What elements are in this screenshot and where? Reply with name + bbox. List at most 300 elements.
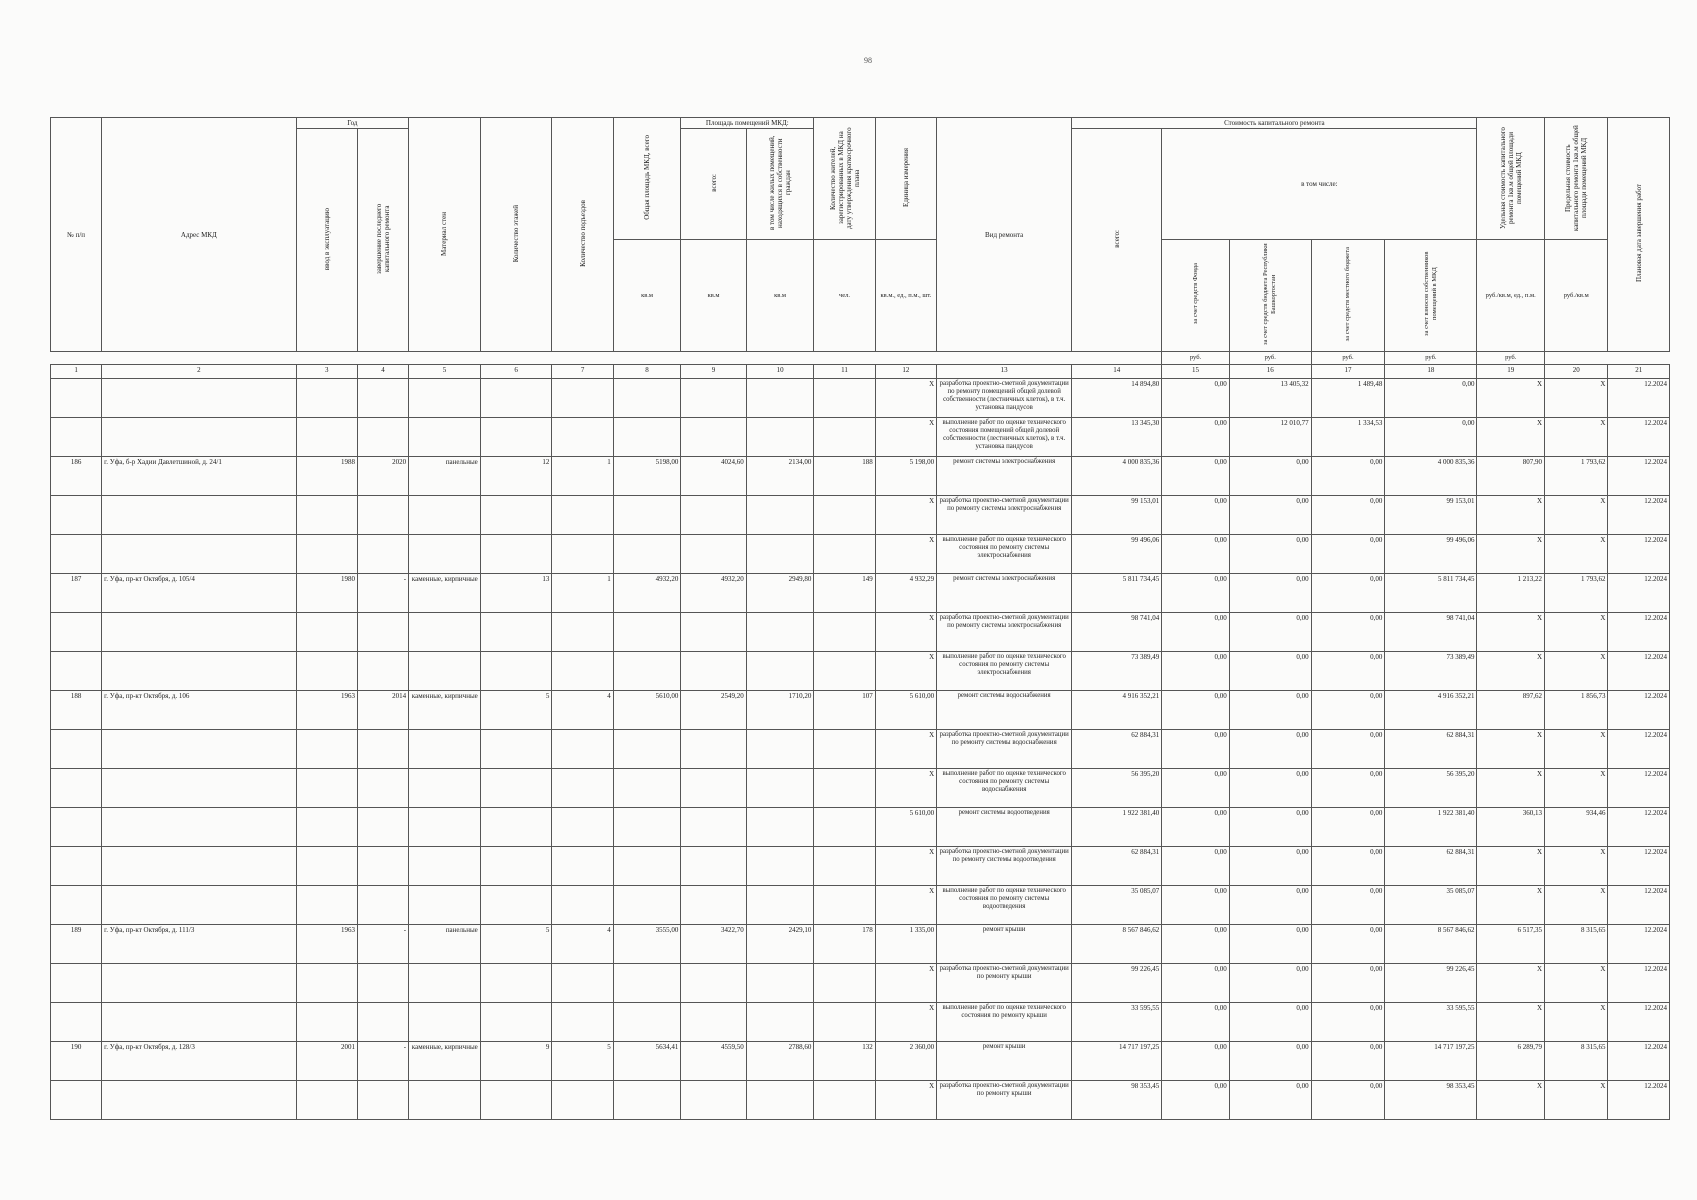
cell-cost-region: 0,00 [1229, 964, 1311, 1003]
cell-floors: 5 [480, 925, 552, 964]
cell-floors: 12 [480, 457, 552, 496]
cell-residents [814, 379, 875, 418]
cell-planned-date: 12.2024 [1608, 574, 1670, 613]
cell-cost-total: 33 595,55 [1072, 1003, 1162, 1042]
cell-year-commission [296, 730, 357, 769]
cell-residents [814, 535, 875, 574]
table-row-house [51, 691, 1670, 730]
cell-cost-total: 62 884,31 [1072, 730, 1162, 769]
cell-work-type: разработка проектно-сметной документации по ремонту системы водоотведения [937, 847, 1072, 886]
cell-planned-date: 12.2024 [1608, 847, 1670, 886]
cell-floors [480, 886, 552, 925]
cell-wall-material [409, 496, 481, 535]
cell-address [102, 535, 296, 574]
cell-specific-cost: X [1477, 847, 1545, 886]
cell-address [102, 808, 296, 847]
cell-unit-value: X [875, 964, 936, 1003]
cell-specific-cost: X [1477, 379, 1545, 418]
column-number: 20 [1545, 365, 1608, 379]
cell-wall-material [409, 808, 481, 847]
unit-specific-cost: руб./кв.м, ед., п.м. [1477, 240, 1545, 352]
cell-unit-value: 5 198,00 [875, 457, 936, 496]
header-year-commission: ввод в эксплуатацию [296, 129, 357, 352]
cell-area-owned [746, 847, 814, 886]
cell-entrances [552, 496, 613, 535]
cell-area-total: 4932,20 [681, 574, 746, 613]
cell-residents: 132 [814, 1042, 875, 1081]
cell-specific-cost: X [1477, 652, 1545, 691]
cell-cost-fund: 0,00 [1162, 1003, 1230, 1042]
cell-cost-owners: 4 000 835,36 [1385, 457, 1477, 496]
header-planned-date: Плановая дата завершения работ [1608, 118, 1670, 352]
cell-total-area [613, 964, 681, 1003]
cell-entrances: 1 [552, 457, 613, 496]
cell-year-last-repair [357, 652, 408, 691]
cell-floors [480, 652, 552, 691]
cell-cost-local: 0,00 [1311, 691, 1385, 730]
cell-cost-owners: 5 811 734,45 [1385, 574, 1477, 613]
cell-address: г. Уфа, пр-кт Октября, д. 128/3 [102, 1042, 296, 1081]
cell-cost-total: 4 916 352,21 [1072, 691, 1162, 730]
cell-unit-value: X [875, 418, 936, 457]
cell-entrances [552, 1081, 613, 1120]
cell-area-owned [746, 496, 814, 535]
cell-row-number [51, 964, 102, 1003]
cell-work-type: ремонт системы электроснабжения [937, 457, 1072, 496]
cell-year-commission [296, 886, 357, 925]
cell-max-cost: X [1545, 496, 1608, 535]
cell-total-area [613, 808, 681, 847]
cell-cost-owners: 35 085,07 [1385, 886, 1477, 925]
cell-planned-date: 12.2024 [1608, 964, 1670, 1003]
cell-year-last-repair [357, 964, 408, 1003]
cell-wall-material [409, 964, 481, 1003]
cell-cost-local: 0,00 [1311, 925, 1385, 964]
cell-year-last-repair [357, 418, 408, 457]
cell-row-number [51, 418, 102, 457]
cell-floors [480, 808, 552, 847]
unit-residents: чел. [814, 240, 875, 352]
cell-cost-local: 0,00 [1311, 652, 1385, 691]
cell-address: г. Уфа, б-р Хадии Давлетшиной, д. 24/1 [102, 457, 296, 496]
cell-cost-local: 0,00 [1311, 574, 1385, 613]
cell-planned-date: 12.2024 [1608, 808, 1670, 847]
cell-cost-fund: 0,00 [1162, 691, 1230, 730]
cell-work-type: разработка проектно-сметной документации по ремонту системы водоснабжения [937, 730, 1072, 769]
cell-specific-cost: 897,62 [1477, 691, 1545, 730]
cell-residents: 188 [814, 457, 875, 496]
cell-residents: 178 [814, 925, 875, 964]
table-row-house [51, 925, 1670, 964]
cell-cost-region: 0,00 [1229, 457, 1311, 496]
cell-entrances [552, 652, 613, 691]
cell-year-last-repair [357, 1003, 408, 1042]
cell-entrances [552, 730, 613, 769]
cell-area-total: 4559,50 [681, 1042, 746, 1081]
cell-specific-cost: X [1477, 769, 1545, 808]
cell-max-cost: X [1545, 1081, 1608, 1120]
cell-cost-total: 99 496,06 [1072, 535, 1162, 574]
cell-specific-cost: X [1477, 964, 1545, 1003]
cell-cost-owners: 0,00 [1385, 379, 1477, 418]
cell-residents [814, 496, 875, 535]
cell-area-owned [746, 535, 814, 574]
cell-year-commission [296, 808, 357, 847]
table-row-work [51, 496, 1670, 535]
column-number: 1 [51, 365, 102, 379]
cell-year-last-repair [357, 769, 408, 808]
cell-cost-owners: 56 395,20 [1385, 769, 1477, 808]
cell-address [102, 886, 296, 925]
cell-cost-owners: 62 884,31 [1385, 847, 1477, 886]
cell-unit-value: X [875, 886, 936, 925]
cell-area-total [681, 847, 746, 886]
cell-max-cost: 8 315,65 [1545, 925, 1608, 964]
cell-area-owned: 2134,00 [746, 457, 814, 496]
cell-row-number [51, 847, 102, 886]
cell-cost-region: 0,00 [1229, 574, 1311, 613]
cell-max-cost: X [1545, 886, 1608, 925]
column-number: 16 [1229, 365, 1311, 379]
cell-cost-region: 0,00 [1229, 925, 1311, 964]
cell-specific-cost: 807,90 [1477, 457, 1545, 496]
cell-residents [814, 1081, 875, 1120]
unit-cost-total: руб. [1162, 352, 1230, 365]
cell-planned-date: 12.2024 [1608, 535, 1670, 574]
cell-specific-cost: X [1477, 418, 1545, 457]
unit-measure: кв.м., ед., п.м., шт. [875, 240, 936, 352]
header-max-cost: Предельная стоимость капитального ремонта 1кв.м общей площади помещений МКД [1545, 118, 1608, 240]
cell-wall-material [409, 1081, 481, 1120]
table-row-work [51, 652, 1670, 691]
cell-cost-total: 13 345,30 [1072, 418, 1162, 457]
header-total-area: Общая площадь МКД, всего [613, 118, 681, 240]
cell-year-commission [296, 418, 357, 457]
cell-year-last-repair [357, 379, 408, 418]
table-row-work [51, 1003, 1670, 1042]
cell-cost-owners: 8 567 846,62 [1385, 925, 1477, 964]
cell-year-last-repair [357, 808, 408, 847]
cell-specific-cost: X [1477, 730, 1545, 769]
cell-address [102, 964, 296, 1003]
header-cost-region: за счет средств бюджета Республики Башкортостан [1229, 240, 1311, 352]
cell-cost-local: 0,00 [1311, 964, 1385, 1003]
cell-area-total [681, 964, 746, 1003]
cell-cost-fund: 0,00 [1162, 808, 1230, 847]
cell-area-total [681, 613, 746, 652]
cell-cost-region: 0,00 [1229, 1081, 1311, 1120]
cell-area-total [681, 379, 746, 418]
cell-total-area: 5634,41 [613, 1042, 681, 1081]
cell-cost-fund: 0,00 [1162, 574, 1230, 613]
unit-area-total: кв.м [681, 240, 746, 352]
cell-year-last-repair: 2020 [357, 457, 408, 496]
cell-unit-value: X [875, 535, 936, 574]
cell-specific-cost: X [1477, 886, 1545, 925]
cell-cost-owners: 99 226,45 [1385, 964, 1477, 1003]
cell-year-commission [296, 1003, 357, 1042]
cell-area-total: 3422,70 [681, 925, 746, 964]
cell-year-commission [296, 652, 357, 691]
cell-cost-total: 1 922 381,40 [1072, 808, 1162, 847]
cell-cost-fund: 0,00 [1162, 652, 1230, 691]
cell-residents [814, 613, 875, 652]
cell-cost-fund: 0,00 [1162, 535, 1230, 574]
cell-total-area: 5198,00 [613, 457, 681, 496]
cell-cost-region: 0,00 [1229, 691, 1311, 730]
cell-year-commission [296, 379, 357, 418]
column-number: 17 [1311, 365, 1385, 379]
cell-cost-total: 99 226,45 [1072, 964, 1162, 1003]
cell-year-last-repair: - [357, 574, 408, 613]
cell-address [102, 613, 296, 652]
cell-row-number [51, 769, 102, 808]
cell-year-last-repair [357, 1081, 408, 1120]
table-row-work [51, 769, 1670, 808]
cell-row-number [51, 379, 102, 418]
cell-floors [480, 1003, 552, 1042]
cell-total-area [613, 1003, 681, 1042]
cell-area-total [681, 1081, 746, 1120]
cell-year-commission: 1988 [296, 457, 357, 496]
cell-cost-region: 0,00 [1229, 613, 1311, 652]
cell-unit-value: X [875, 652, 936, 691]
cell-cost-local: 0,00 [1311, 457, 1385, 496]
cell-residents [814, 808, 875, 847]
unit-cost-local: руб. [1385, 352, 1477, 365]
table-row-work [51, 379, 1670, 418]
cell-area-total: 4024,60 [681, 457, 746, 496]
cell-max-cost: 934,46 [1545, 808, 1608, 847]
cell-cost-fund: 0,00 [1162, 847, 1230, 886]
cell-total-area: 3555,00 [613, 925, 681, 964]
cell-wall-material [409, 769, 481, 808]
cell-entrances [552, 964, 613, 1003]
cell-entrances [552, 535, 613, 574]
column-number: 5 [409, 365, 481, 379]
column-number: 9 [681, 365, 746, 379]
cell-year-commission [296, 1081, 357, 1120]
cell-residents [814, 964, 875, 1003]
cell-specific-cost: 6 289,79 [1477, 1042, 1545, 1081]
cell-total-area [613, 379, 681, 418]
cell-work-type: разработка проектно-сметной документации по ремонту крыши [937, 964, 1072, 1003]
cell-cost-owners: 98 353,45 [1385, 1081, 1477, 1120]
cell-year-commission: 2001 [296, 1042, 357, 1081]
cell-total-area [613, 535, 681, 574]
cell-specific-cost: X [1477, 1003, 1545, 1042]
table-row-work [51, 886, 1670, 925]
cell-work-type: разработка проектно-сметной документации по ремонту помещений общей долевой собственности (лестничных клеток), в т.ч. установка пандусов [937, 379, 1072, 418]
table-row-work [51, 964, 1670, 1003]
column-number: 13 [937, 365, 1072, 379]
cell-max-cost: X [1545, 847, 1608, 886]
cell-cost-local: 0,00 [1311, 847, 1385, 886]
cell-max-cost: 8 315,65 [1545, 1042, 1608, 1081]
cell-area-owned: 2949,80 [746, 574, 814, 613]
cell-address: г. Уфа, пр-кт Октября, д. 106 [102, 691, 296, 730]
header-entrances: Количество подъездов [552, 118, 613, 352]
cell-entrances [552, 418, 613, 457]
cell-floors [480, 496, 552, 535]
cell-max-cost: X [1545, 613, 1608, 652]
cell-residents [814, 769, 875, 808]
cell-planned-date: 12.2024 [1608, 457, 1670, 496]
cell-address [102, 1081, 296, 1120]
cell-cost-local: 0,00 [1311, 496, 1385, 535]
cell-year-commission [296, 496, 357, 535]
cell-total-area [613, 886, 681, 925]
cell-specific-cost: 360,13 [1477, 808, 1545, 847]
column-number-row [51, 365, 1670, 379]
cell-year-last-repair: - [357, 1042, 408, 1081]
cell-max-cost: X [1545, 964, 1608, 1003]
cell-residents: 149 [814, 574, 875, 613]
cell-row-number [51, 535, 102, 574]
cell-cost-owners: 4 916 352,21 [1385, 691, 1477, 730]
cell-year-last-repair [357, 886, 408, 925]
cell-unit-value: 5 610,00 [875, 808, 936, 847]
cell-work-type: разработка проектно-сметной документации по ремонту системы электроснабжения [937, 613, 1072, 652]
cell-area-owned [746, 1081, 814, 1120]
cell-cost-total: 73 389,49 [1072, 652, 1162, 691]
cell-total-area [613, 418, 681, 457]
cell-unit-value: X [875, 613, 936, 652]
table-row-house [51, 1042, 1670, 1081]
cell-total-area [613, 769, 681, 808]
cell-cost-fund: 0,00 [1162, 613, 1230, 652]
cell-specific-cost: X [1477, 1081, 1545, 1120]
cell-cost-total: 4 000 835,36 [1072, 457, 1162, 496]
cell-cost-owners: 99 496,06 [1385, 535, 1477, 574]
cell-area-owned: 2788,60 [746, 1042, 814, 1081]
cell-floors: 13 [480, 574, 552, 613]
cell-floors [480, 379, 552, 418]
cell-area-owned [746, 1003, 814, 1042]
cell-wall-material: каменные, кирпичные [409, 574, 481, 613]
cell-wall-material [409, 535, 481, 574]
cell-row-number [51, 1003, 102, 1042]
column-number: 14 [1072, 365, 1162, 379]
cell-residents [814, 652, 875, 691]
cell-wall-material [409, 418, 481, 457]
cell-row-number [51, 808, 102, 847]
cell-max-cost: X [1545, 769, 1608, 808]
header-wall-material: Материал стен [409, 118, 481, 352]
cell-max-cost: X [1545, 1003, 1608, 1042]
cell-work-type: ремонт крыши [937, 1042, 1072, 1081]
cell-specific-cost: X [1477, 496, 1545, 535]
cell-area-owned [746, 964, 814, 1003]
cell-planned-date: 12.2024 [1608, 1003, 1670, 1042]
cell-unit-value: 1 335,00 [875, 925, 936, 964]
cell-year-commission [296, 769, 357, 808]
cell-area-owned [746, 613, 814, 652]
cell-floors [480, 613, 552, 652]
cell-unit-value: 5 610,00 [875, 691, 936, 730]
unit-area: кв.м [613, 240, 681, 352]
cell-unit-value: X [875, 1003, 936, 1042]
cell-cost-region: 0,00 [1229, 652, 1311, 691]
cell-total-area: 4932,20 [613, 574, 681, 613]
cell-cost-local: 0,00 [1311, 1081, 1385, 1120]
cell-entrances: 1 [552, 574, 613, 613]
cell-wall-material: панельные [409, 925, 481, 964]
column-number: 10 [746, 365, 814, 379]
column-number: 19 [1477, 365, 1545, 379]
cell-max-cost: 1 793,62 [1545, 457, 1608, 496]
cell-year-commission [296, 613, 357, 652]
cell-floors: 9 [480, 1042, 552, 1081]
cell-row-number [51, 730, 102, 769]
cell-wall-material [409, 847, 481, 886]
column-number: 21 [1608, 365, 1670, 379]
cell-cost-fund: 0,00 [1162, 1042, 1230, 1081]
cell-planned-date: 12.2024 [1608, 496, 1670, 535]
cell-cost-owners: 1 922 381,40 [1385, 808, 1477, 847]
cell-planned-date: 12.2024 [1608, 691, 1670, 730]
cell-unit-value: X [875, 1081, 936, 1120]
header-cost-local: за счет средств местного бюджета [1311, 240, 1385, 352]
cell-cost-region: 0,00 [1229, 535, 1311, 574]
cell-total-area: 5610,00 [613, 691, 681, 730]
cell-planned-date: 12.2024 [1608, 925, 1670, 964]
cell-floors [480, 535, 552, 574]
cell-cost-region: 0,00 [1229, 1003, 1311, 1042]
cell-cost-total: 35 085,07 [1072, 886, 1162, 925]
cell-floors [480, 964, 552, 1003]
column-number: 4 [357, 365, 408, 379]
cell-year-last-repair: - [357, 925, 408, 964]
cell-cost-region: 0,00 [1229, 1042, 1311, 1081]
cell-entrances [552, 808, 613, 847]
cell-year-commission: 1963 [296, 925, 357, 964]
cell-total-area [613, 730, 681, 769]
cell-total-area [613, 613, 681, 652]
cell-planned-date: 12.2024 [1608, 769, 1670, 808]
cell-work-type: выполнение работ по оценке технического состояния по ремонту системы электроснабжения [937, 652, 1072, 691]
cell-year-last-repair [357, 613, 408, 652]
cell-row-number [51, 496, 102, 535]
cell-work-type: ремонт системы водоотведения [937, 808, 1072, 847]
cell-area-owned [746, 886, 814, 925]
cell-year-last-repair [357, 730, 408, 769]
cell-max-cost: X [1545, 730, 1608, 769]
cell-row-number: 190 [51, 1042, 102, 1081]
unit-area-owned: кв.м [746, 240, 814, 352]
cell-entrances [552, 847, 613, 886]
cell-residents [814, 847, 875, 886]
cell-year-last-repair [357, 535, 408, 574]
cell-cost-owners: 62 884,31 [1385, 730, 1477, 769]
unit-cost-owners: руб. [1477, 352, 1545, 365]
cell-address [102, 847, 296, 886]
cell-cost-fund: 0,00 [1162, 730, 1230, 769]
cell-work-type: выполнение работ по оценке технического состояния по ремонту системы электроснабжения [937, 535, 1072, 574]
cell-row-number [51, 613, 102, 652]
table-row-work [51, 418, 1670, 457]
cell-address [102, 496, 296, 535]
cell-cost-region: 0,00 [1229, 808, 1311, 847]
column-number: 8 [613, 365, 681, 379]
cell-cost-fund: 0,00 [1162, 418, 1230, 457]
cell-cost-region: 13 405,32 [1229, 379, 1311, 418]
cell-area-owned [746, 769, 814, 808]
cell-planned-date: 12.2024 [1608, 379, 1670, 418]
cell-floors [480, 769, 552, 808]
cell-cost-local: 0,00 [1311, 1003, 1385, 1042]
table-row-work [51, 535, 1670, 574]
